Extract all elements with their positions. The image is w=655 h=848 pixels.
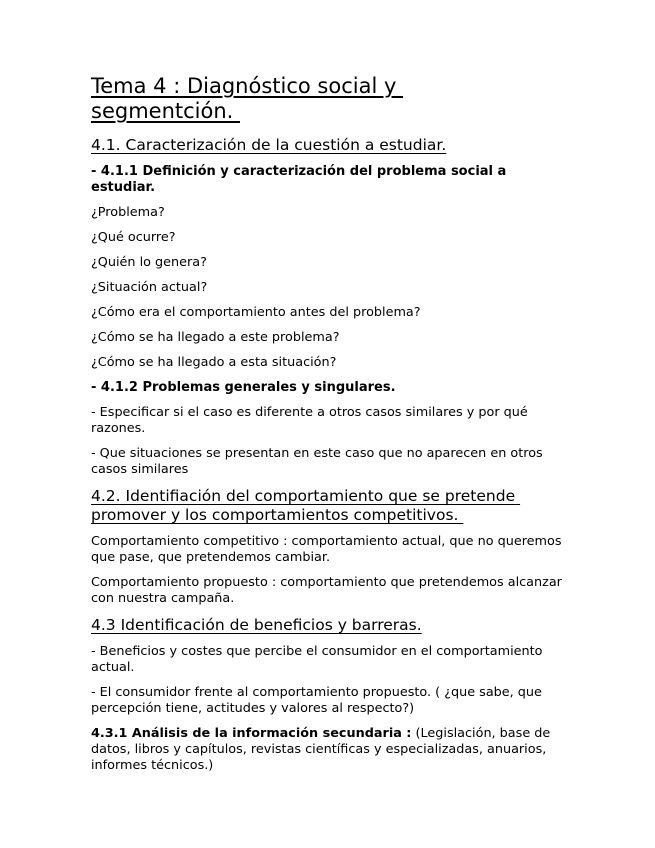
question-item: ¿Qué ocurre? [91,230,176,245]
section-4-3-heading: 4.3 Identificación de beneficios y barreras. [91,616,422,634]
subsection-4-3-1-paragraph [91,726,571,774]
point-item: - Que situaciones se presentan en este caso que no aparecen en otros casos similares [91,446,543,477]
document-title [91,74,571,124]
section-4-2-heading: 4.2. Identifiación del comportamiento que se pretende promover y los comportamientos competitivos. [91,487,521,524]
subsection-4-3-1-text: (Legislación, base de datos, libros y capítulos, revistas científicas y especializadas, anuarios, informes técnicos.) [91,726,551,773]
subsection-4-3-1-label: 4.3.1 Análisis de la información secundaria : [91,726,412,741]
document-body [91,74,571,783]
paragraph-competitive: Comportamiento competitivo : comportamiento actual, que no queremos que pase, que pretendemos cambiar. [91,534,562,565]
point-item: - Beneficios y costes que percibe el consumidor en el comportamiento actual. [91,644,543,675]
point-item: - El consumidor frente al comportamiento propuesto. ( ¿que sabe, que percepción tiene, actitudes y valores al respecto?) [91,685,542,716]
question-item: ¿Problema? [91,205,165,220]
section-4-1-heading: 4.1. Caracterización de la cuestión a estudiar. [91,136,447,154]
title-line-2: segmentción. [91,99,240,123]
title-line-1: Tema 4 : Diagnóstico social y [91,74,404,98]
question-item: ¿Cómo se ha llegado a esta situación? [91,355,337,370]
question-item: ¿Quién lo genera? [91,255,207,270]
question-item: ¿Cómo se ha llegado a este problema? [91,330,340,345]
question-item: ¿Situación actual? [91,280,208,295]
subsection-4-1-1-heading: - 4.1.1 Definición y caracterización del problema social a estudiar. [91,164,507,195]
question-item: ¿Cómo era el comportamiento antes del problema? [91,305,421,320]
paragraph-proposed: Comportamiento propuesto : comportamiento que pretendemos alcanzar con nuestra campaña. [91,575,562,606]
subsection-4-1-2-heading: - 4.1.2 Problemas generales y singulares. [91,380,396,395]
point-item: - Especificar si el caso es diferente a otros casos similares y por qué razones. [91,405,528,436]
